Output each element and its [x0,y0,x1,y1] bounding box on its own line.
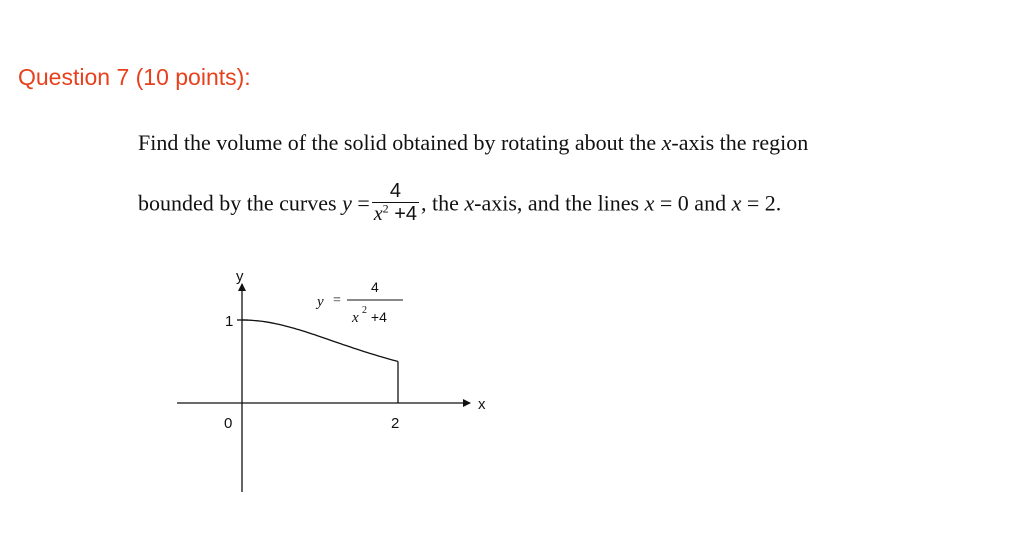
curve-label-y: y [317,294,324,310]
curve-line [242,320,398,362]
text-eq-2: = 2. [741,190,782,216]
x-variable-b: x [644,190,655,216]
curve-label-numerator: 4 [371,279,379,295]
problem-text-end: -axis the region [671,130,809,155]
curve-label-den-exp: 2 [362,305,367,316]
origin-label: 0 [224,415,233,432]
fraction-numerator: 4 [389,180,401,202]
question-heading: Question 7 (10 points): [18,64,251,90]
y-variable: y [342,190,352,216]
y-tick-1-label: 1 [225,313,234,330]
curves-prefix: bounded by the curves [138,190,343,216]
text-the: the [426,190,465,216]
x-axis-label: x [478,396,486,413]
y-axis-label: y [236,268,244,285]
x-variable-c: x [731,190,742,216]
x-variable: x [661,130,672,155]
problem-text-start: Find the volume of the solid obtained by rotating about the [138,130,662,155]
denominator-exponent: 2 [382,201,389,216]
curve-label-equals: = [333,293,341,308]
text-axis-lines: -axis, and the lines [474,190,645,216]
x-tick-2-label: 2 [391,415,400,432]
curve-label-den-x: x [352,310,359,326]
denominator-rest: +4 [388,203,417,225]
text-eq-0: = 0 and [654,190,732,216]
equals-sign: = [351,190,370,216]
denominator-x: x [373,203,383,225]
x-variable-a: x [464,190,475,216]
fraction-comma: , [421,190,427,216]
curve-label-den-rest: +4 [367,309,387,325]
